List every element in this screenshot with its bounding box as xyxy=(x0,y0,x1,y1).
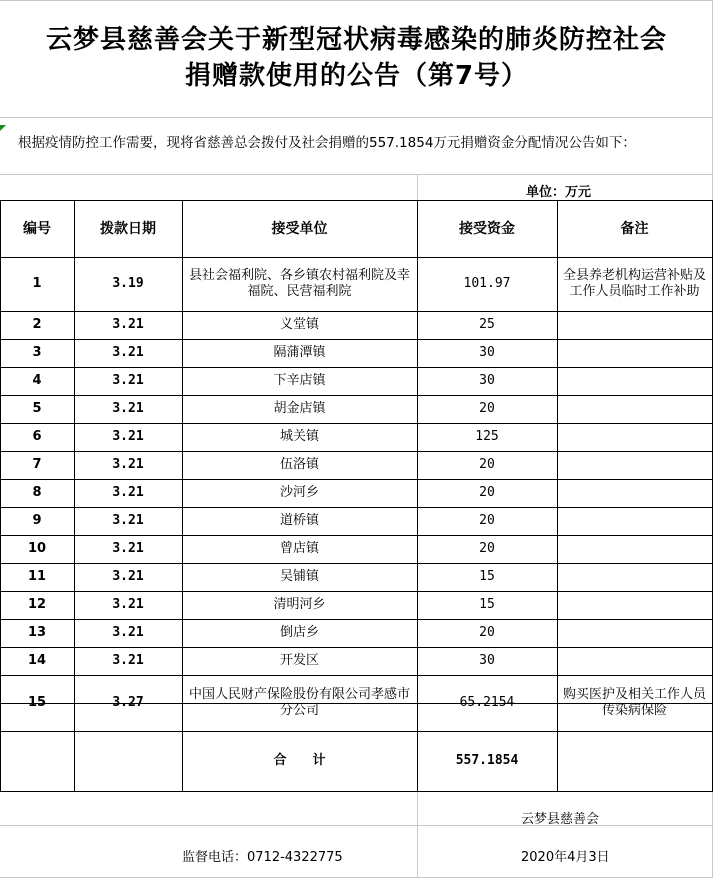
row-date: 3.19 xyxy=(112,276,144,291)
row-number: 15 xyxy=(27,695,47,710)
row-recipient: 道桥镇 xyxy=(279,513,319,528)
row-amount: 30 xyxy=(479,345,495,360)
row-amount: 30 xyxy=(479,373,495,388)
row-note xyxy=(557,563,712,591)
row-number: 8 xyxy=(32,485,42,500)
row-date: 3.21 xyxy=(112,401,144,416)
grid-line xyxy=(417,174,418,200)
row-number: 11 xyxy=(27,569,47,584)
row-note xyxy=(557,535,712,563)
row-recipient: 倒店乡 xyxy=(279,625,319,640)
grid-line xyxy=(0,174,713,175)
row-amount: 20 xyxy=(479,401,495,416)
row-amount: 15 xyxy=(479,597,495,612)
grid-line xyxy=(0,791,713,792)
row-date: 3.21 xyxy=(112,513,144,528)
grid-line xyxy=(0,117,713,118)
row-amount: 20 xyxy=(479,457,495,472)
column-header: 备注 xyxy=(620,220,649,237)
row-recipient: 吴铺镇 xyxy=(279,569,319,584)
row-recipient: 隔蒲潭镇 xyxy=(273,345,326,360)
row-number: 5 xyxy=(32,401,42,416)
row-number: 6 xyxy=(32,429,42,444)
row-amount: 15 xyxy=(479,569,495,584)
row-note xyxy=(557,647,712,675)
title-line-2: 捐赠款使用的公告（第7号） xyxy=(184,61,529,91)
row-note: 全县养老机构运营补贴及工作人员临时工作补助 xyxy=(562,268,706,299)
row-number: 10 xyxy=(27,541,47,556)
row-date: 3.21 xyxy=(112,373,144,388)
row-date: 3.21 xyxy=(112,653,144,668)
row-amount: 20 xyxy=(479,541,495,556)
grid-line xyxy=(0,825,713,826)
row-date: 3.21 xyxy=(112,541,144,556)
supervision-phone: 监督电话：0712-4322775 xyxy=(182,850,343,865)
row-date: 3.21 xyxy=(112,625,144,640)
row-number: 3 xyxy=(32,345,42,360)
row-recipient: 清明河乡 xyxy=(273,597,326,612)
row-number: 1 xyxy=(32,276,42,291)
row-note xyxy=(557,367,712,395)
title-line-1: 云梦县慈善会关于新型冠状病毒感染的肺炎防控社会 xyxy=(45,25,667,55)
row-date: 3.21 xyxy=(112,485,144,500)
row-recipient: 下辛店镇 xyxy=(273,373,326,388)
row-amount: 65.2154 xyxy=(459,695,515,710)
row-amount: 20 xyxy=(479,485,495,500)
row-note xyxy=(557,479,712,507)
org-name: 云梦县慈善会 xyxy=(521,812,600,827)
row-date: 3.21 xyxy=(112,345,144,360)
column-header: 接受资金 xyxy=(459,220,515,237)
row-date: 3.21 xyxy=(112,317,144,332)
column-header: 拨款日期 xyxy=(100,220,156,237)
intro-text: 根据疫情防控工作需要，现将省慈善总会拨付及社会捐赠的557.1854万元捐赠资金分配情况公告如下： xyxy=(18,135,636,151)
row-note: 购买医护及相关工作人员传染病保险 xyxy=(562,687,706,718)
column-header: 编号 xyxy=(23,220,51,237)
row-number: 13 xyxy=(27,625,47,640)
total-label: 合 计 xyxy=(273,753,326,768)
grid-line xyxy=(0,0,713,1)
row-date: 3.21 xyxy=(112,429,144,444)
row-number: 7 xyxy=(32,457,42,472)
row-recipient: 曾店镇 xyxy=(279,541,319,556)
row-number: 14 xyxy=(27,653,47,668)
row-note xyxy=(557,507,712,535)
row-note xyxy=(557,311,712,339)
row-recipient: 义堂镇 xyxy=(279,317,319,332)
row-date: 3.21 xyxy=(112,597,144,612)
row-recipient: 伍洛镇 xyxy=(279,457,319,472)
row-amount: 20 xyxy=(479,625,495,640)
row-date: 3.27 xyxy=(112,695,144,710)
row-amount: 125 xyxy=(475,429,499,444)
row-number: 9 xyxy=(32,513,42,528)
row-recipient: 县社会福利院、各乡镇农村福利院及幸福院、民营福利院 xyxy=(188,268,410,299)
row-amount: 30 xyxy=(479,653,495,668)
cell-comment-marker xyxy=(0,125,6,131)
column-header: 接受单位 xyxy=(271,220,328,237)
row-note xyxy=(557,339,712,367)
row-number: 12 xyxy=(27,597,47,612)
row-recipient: 城关镇 xyxy=(279,429,319,444)
row-note xyxy=(557,619,712,647)
row-note xyxy=(557,591,712,619)
row-number: 2 xyxy=(32,317,42,332)
row-amount: 20 xyxy=(479,513,495,528)
row-number: 4 xyxy=(32,373,42,388)
row-note xyxy=(557,423,712,451)
row-amount: 101.97 xyxy=(463,276,511,291)
row-note xyxy=(557,451,712,479)
grid-line xyxy=(417,791,418,878)
row-amount: 25 xyxy=(479,317,495,332)
row-recipient: 中国人民财产保险股份有限公司孝感市分公司 xyxy=(188,687,410,718)
row-recipient: 胡金店镇 xyxy=(273,401,326,416)
row-recipient: 开发区 xyxy=(279,653,319,668)
announcement-date: 2020年4月3日 xyxy=(521,850,610,865)
total-amount: 557.1854 xyxy=(455,753,519,768)
row-note xyxy=(557,395,712,423)
row-date: 3.21 xyxy=(112,457,144,472)
title xyxy=(0,22,713,94)
unit-label: 单位：万元 xyxy=(526,185,592,200)
row-date: 3.21 xyxy=(112,569,144,584)
row-recipient: 沙河乡 xyxy=(279,485,319,500)
